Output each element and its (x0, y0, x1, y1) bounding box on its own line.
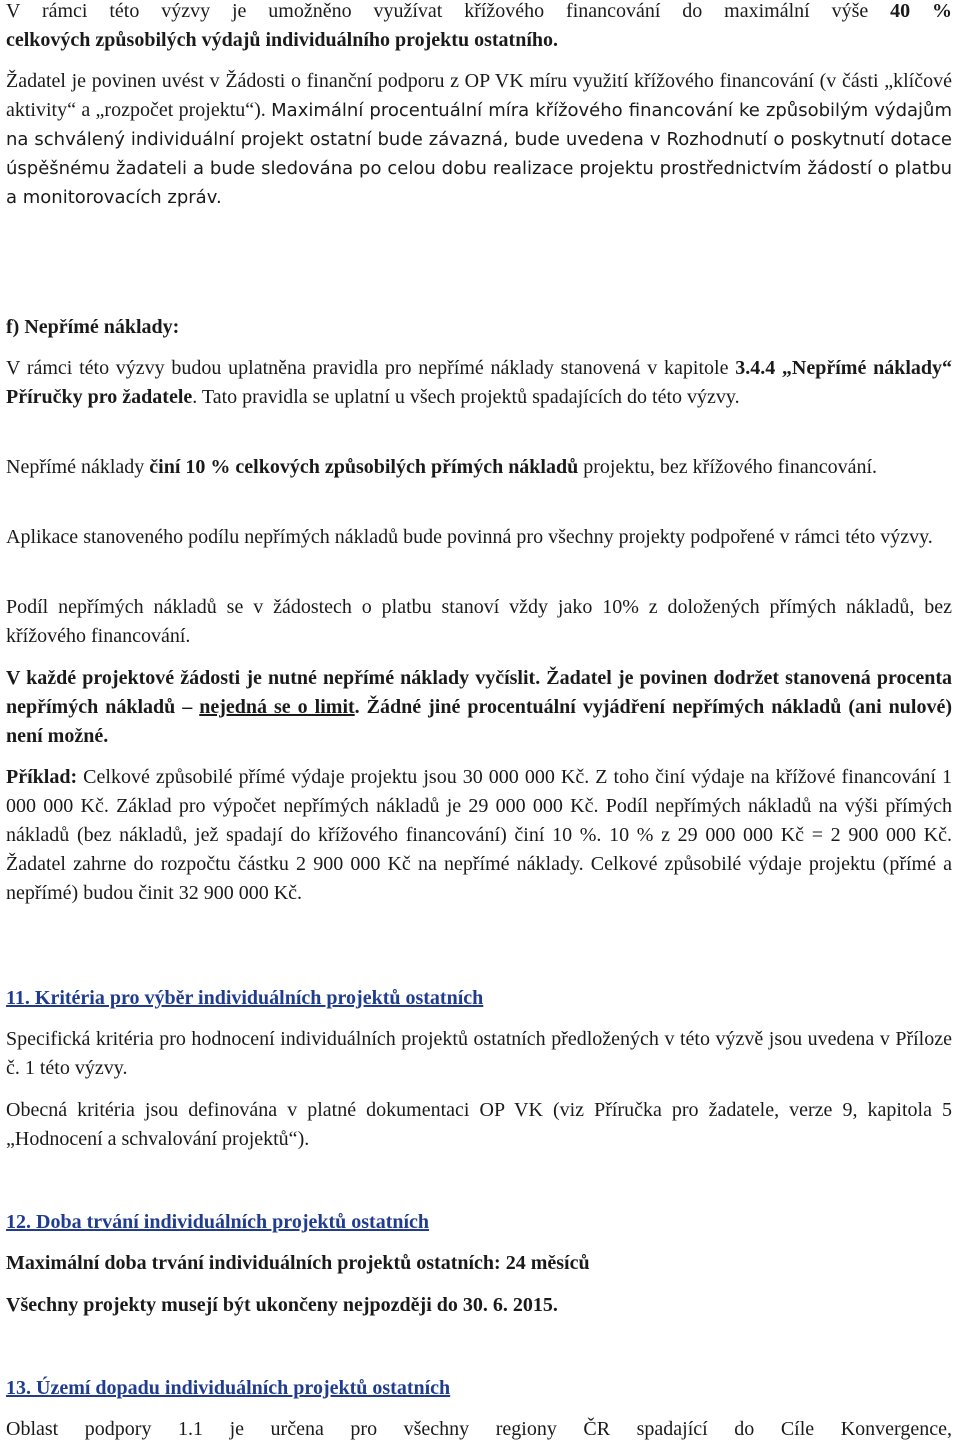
bold-text: činí 10 % celkových způsobilých přímých nákladů (149, 456, 579, 478)
indirect-costs-rate (6, 453, 952, 482)
text: Žadatel je povinen uvést v Žádosti o finanční podporu z OP VK míru využití křížového financování (v části „klíčové aktivity“ a „rozpočet projektu“). (6, 70, 952, 121)
text: V rámci této výzvy budou uplatněna pravidla pro nepřímé náklady stanovená v kapitole (6, 357, 736, 379)
cross-financing-paragraph (6, 67, 952, 212)
section-11 (6, 984, 952, 1013)
paragraph (6, 453, 952, 482)
paragraph: Aplikace stanoveného podílu nepřímých nákladů bude povinná pro všechny projekty podpořené v rámci této výzvy. (6, 526, 933, 548)
section-11-p2 (6, 1096, 952, 1154)
text: V každé projektové žádosti je nutné nepřímé náklady vyčíslit. Žadatel je povinen dodržet stanovená procenta nepřímých nákladů – (6, 667, 952, 718)
bold-text: 40 % (890, 0, 952, 22)
paragraph (6, 67, 952, 212)
section-12-duration (6, 1249, 952, 1278)
paragraph (6, 763, 952, 908)
bold-line: Všechny projekty musejí být ukončeny nejpozději do 30. 6. 2015. (6, 1294, 558, 1316)
text: Celkové způsobilé přímé výdaje projektu jsou 30 000 000 Kč. Z toho činí výdaje na křížové financování 1 000 000 Kč. Základ pro výpočet nepřímých nákladů je 29 000 000 Kč. Podíl nepřímých nákladů na výši přímých nákladů (bez nákladů, jež spadají do křížového financování) činí 10 %. 10 % z 29 000 000 Kč = 2 900 000 Kč. Žadatel zahrne do rozpočtu částku 2 900 000 Kč na nepřímé náklady. Celkové způsobilé výdaje projektu (přímé a nepřímé) budou činit 32 900 000 Kč. (6, 766, 952, 904)
paragraph (6, 664, 952, 751)
underlined-text: nejedná se o limit (199, 696, 355, 718)
section-13-p1 (6, 1415, 952, 1444)
section-12-deadline (6, 1291, 952, 1320)
paragraph: Oblast podpory 1.1 je určena pro všechny regiony ČR spadající do Cíle Konvergence, (6, 1418, 952, 1440)
section-heading: 13. Území dopadu individuálních projektů ostatních (6, 1377, 451, 1399)
section-heading: 12. Doba trvání individuálních projektů ostatních (6, 1211, 430, 1233)
paragraph: Obecná kritéria jsou definována v platné dokumentaci OP VK (viz Příručka pro žadatele, verze 9, kapitola 5 „Hodnocení a schvalování projektů“). (6, 1099, 952, 1150)
indirect-costs-application (6, 523, 952, 552)
section-12 (6, 1208, 952, 1237)
bold-text: 3.4.4 „Nepřímé náklady“ Příručky pro žadatele (6, 357, 952, 408)
bold-line: Maximální doba trvání individuálních projektů ostatních: 24 měsíců (6, 1252, 590, 1274)
text: projektu, bez křížového financování. (578, 456, 878, 478)
section-heading: 11. Kritéria pro výběr individuálních projektů ostatních (6, 987, 484, 1009)
section-heading: f) Nepřímé náklady: (6, 316, 180, 338)
example-label: Příklad: (6, 766, 78, 788)
paragraph: Specifická kritéria pro hodnocení individuálních projektů ostatních předložených v této výzvě jsou uvedena v Příloze č. 1 této výzvy. (6, 1028, 952, 1079)
text: . Žádné jiné procentuální vyjádření nepřímých nákladů (ani nulové) není možné. (6, 696, 952, 747)
text: . Tato pravidla se uplatní u všech projektů spadajících do této výzvy. (192, 386, 740, 408)
text: Nepřímé náklady (6, 456, 150, 478)
section-f (6, 313, 952, 342)
text: V rámci této výzvy je umožněno využívat křížového financování do maximální výše (6, 0, 891, 22)
paragraph: Podíl nepřímých nákladů se v žádostech o platbu stanoví vždy jako 10% z doložených přímých nákladů, bez křížového financování. (6, 596, 952, 647)
paragraph (6, 0, 952, 26)
cross-financing-limit (6, 0, 952, 55)
text: Maximální procentuální míra křížového financování ke způsobilým výdajům na schválený individuální projekt ostatní bude závazná, bude uvedena v Rozhodnutí o poskytnutí dotace úspěšnému žadateli a bude sledována po celou dobu realizace projektu prostřednictvím žádostí o platbu a monitorovacích zpráv. (6, 100, 952, 208)
example-paragraph (6, 763, 952, 908)
paragraph (6, 354, 952, 412)
indirect-costs-share (6, 593, 952, 651)
bold-line: celkových způsobilých výdajů individuálního projektu ostatního. (6, 29, 558, 51)
section-13 (6, 1374, 952, 1403)
section-11-p1 (6, 1025, 952, 1083)
indirect-costs-obligation (6, 664, 952, 751)
indirect-costs-rules (6, 354, 952, 412)
